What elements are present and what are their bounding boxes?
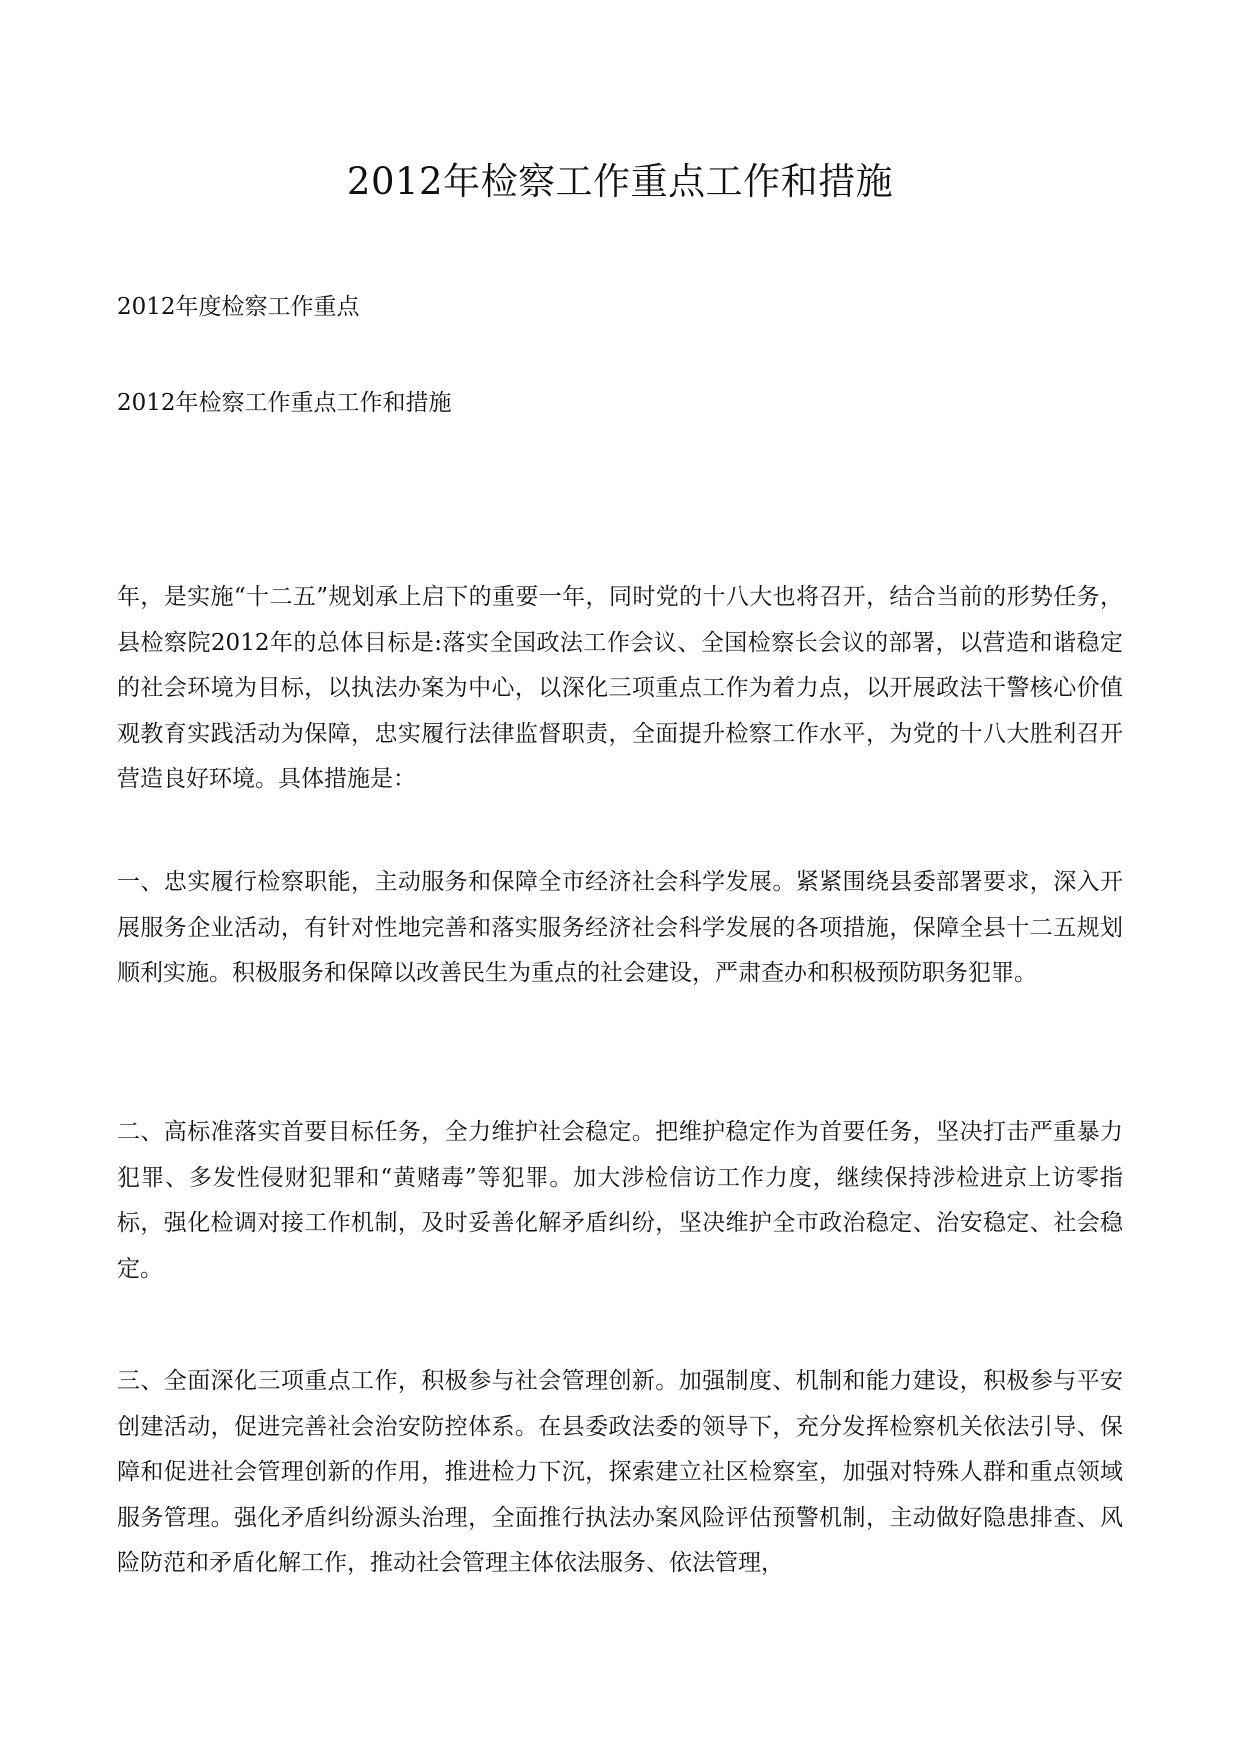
document-title: 2012年检察工作重点工作和措施 (346, 160, 894, 203)
subtitle-line-1: 2012年度检察工作重点 (117, 294, 360, 320)
paragraph-intro: 年，是实施“十二五”规划承上启下的重要一年，同时党的十八大也将召开，结合当前的形势任务，县检察院2012年的总体目标是:落实全国政法工作会议、全国检察长会议的部署，以营造和谐稳定的社会环境为目标，以执法办案为中心，以深化三项重点工作为着力点，以开展政法干警核心价值观教育实践活动为保障，忠实履行法律监督职责，全面提升检察工作水平，为党的十八大胜利召开营造良好环境。具体措施是： (117, 584, 1123, 793)
paragraph-section-2: 二、高标准落实首要目标任务，全力维护社会稳定。把维护稳定作为首要任务，坚决打击严重暴力犯罪、多发性侵财犯罪和“黄赌毒”等犯罪。加大涉检信访工作力度，继续保持涉检进京上访零指标，强化检调对接工作机制，及时妥善化解矛盾纠纷，坚决维护全市政治稳定、治安稳定、社会稳定。 (117, 1119, 1123, 1282)
subtitle-line-2: 2012年检察工作重点工作和措施 (117, 390, 452, 416)
paragraph-section-1: 一、忠实履行检察职能，主动服务和保障全市经济社会科学发展。紧紧围绕县委部署要求，深入开展服务企业活动，有针对性地完善和落实服务经济社会科学发展的各项措施，保障全县十二五规划顺利实施。积极服务和保障以改善民生为重点的社会建设，严肃查办和积极预防职务犯罪。 (117, 869, 1123, 987)
paragraph-section-3: 三、全面深化三项重点工作，积极参与社会管理创新。加强制度、机制和能力建设，积极参与平安创建活动，促进完善社会治安防控体系。在县委政法委的领导下，充分发挥检察机关依法引导、保障和促进社会管理创新的作用，推进检力下沉，探索建立社区检察室，加强对特殊人群和重点领域服务管理。强化矛盾纠纷源头治理，全面推行执法办案风险评估预警机制，主动做好隐患排查、风险防范和矛盾化解工作，推动社会管理主体依法服务、依法管理， (117, 1368, 1123, 1577)
